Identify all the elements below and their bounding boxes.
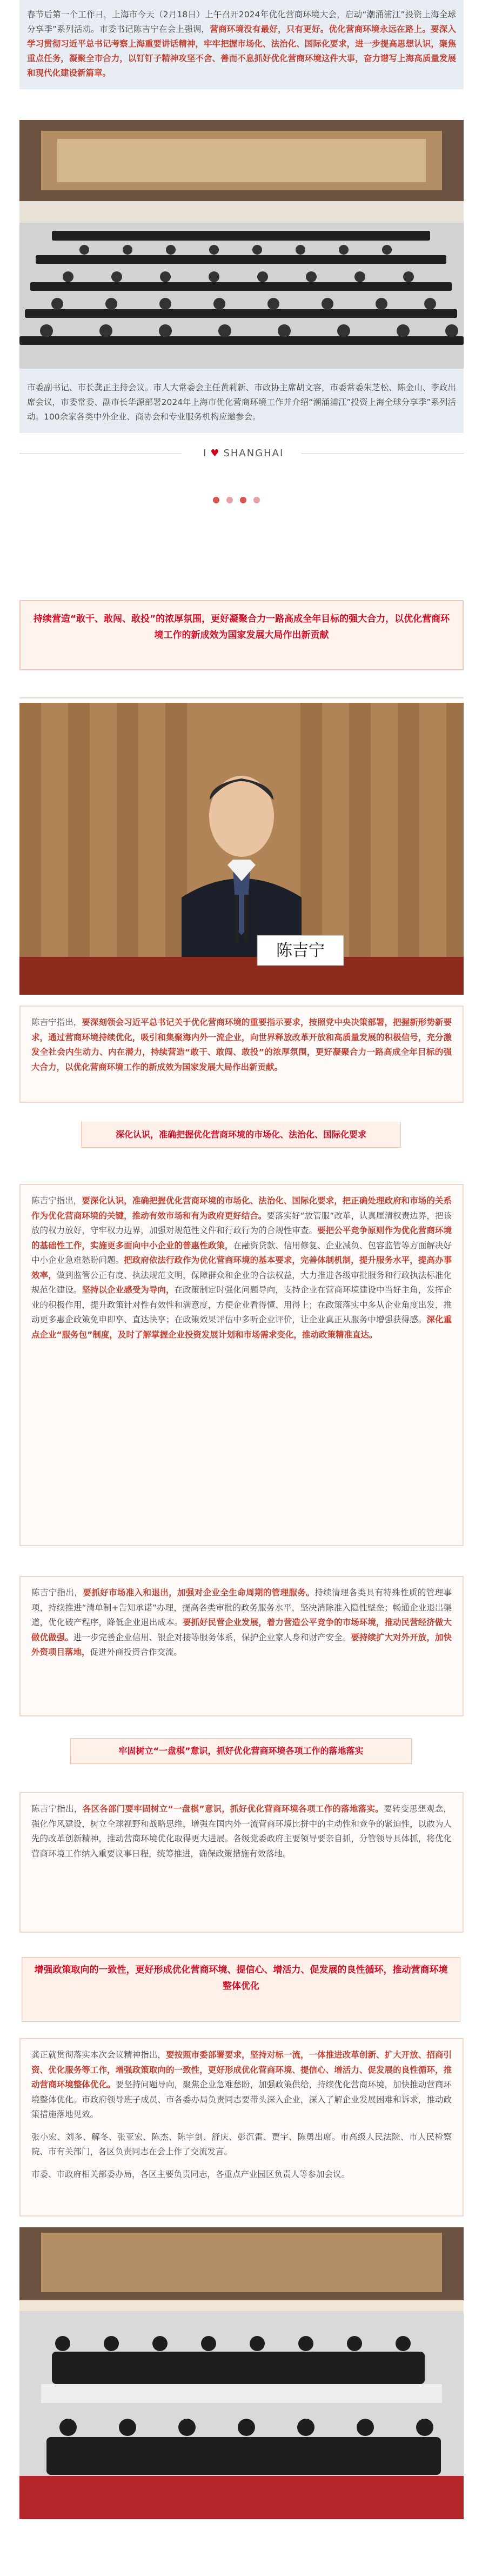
paragraph-text: 要坚持问题导向，聚焦企业急难愁盼，加强政策供给，持续优化营商环境，加快推动营商环境整体优化。市政府领导班子成员、市各委办局负责同志要带头深入企业，深入了解企业发展困难和诉求，推动政策措施落地见效。 [31, 2080, 452, 2119]
callout-text: 持续营造“敢干、敢闯、敢投”的浓厚氛围，更好凝聚合力一路高成全年目标的强大合力，以优化营商环境工作的新成效为国家发展大局作出新贡献 [33, 614, 450, 641]
nameplate-text: 陈吉宁 [276, 941, 325, 960]
paragraph-text: 进一步完善企业信用、银企对接等服务体系，保护企业家人身和财产安全。 [73, 1632, 351, 1642]
section-paragraph-1 [19, 1006, 464, 1103]
section-heading-1: 深化认识，准确把握优化营商环境的市场化、法治化、国际化要求 [81, 1122, 401, 1148]
conference-hall-illustration [19, 120, 464, 369]
paragraph-lead: 陈吉宁指出， [31, 1588, 83, 1597]
conference-hall-photo [19, 120, 464, 369]
paragraph-highlight: 把政府依法行政作为优化营商环境的基本要求，完善体制机制，提升服务水平，提高办事效率， [31, 1255, 452, 1280]
paragraph-text: 持续清理各类具有特殊性质的管理事项，持续推进“清单制+告知承诺”办理，提高各类审批的政务服务水平，坚决消除准入隐性壁垒；畅通企业退出渠道，优化破产程序，降低企业退出成本。 [31, 1588, 452, 1627]
section-paragraph-2 [19, 1184, 464, 1546]
section-paragraph-5 [19, 2038, 464, 2216]
caption-text: 市委副书记、市长龚正主持会议。市人大常委会主任黄莉新、市政协主席胡文容，市委常委朱芝松、陈金山、李政出席会议，市委常委、副市长华源部署2024年上海市优化营商环境工作并介绍“潮涌浦江”投资上海全球分享季”系列活动。100余家各类中外企业、商协会和专业服务机构应邀参会。 [27, 383, 456, 422]
paragraph-text: 促进外商投资合作交流。 [90, 1647, 183, 1657]
paragraph-highlight: 要抓好民营企业发展，着力营造公平竞争的市场环境，推动民营经济做大做优做强。 [31, 1618, 452, 1642]
intro-text: 春节后第一个工作日，上海市今天（2月18日）上午召开2024年优化营商环境大会，启动“潮涌浦江”投资上海全球分享季”系列活动。市委书记陈吉宁在会上强调， [27, 10, 456, 34]
section-paragraph-4 [19, 1792, 464, 1933]
speaker-photo [19, 703, 464, 995]
intro-highlight: 营商环境没有最好，只有更好。优化营商环境永远在路上。要深入学习贯彻习近平总书记考察上海重要讲话精神，牢牢把握市场化、法治化、国际化要求，进一步提高思想认识，聚焦重点任务，凝聚全市合力，以钉钉子精神攻坚不舍、善而不息抓好优化营商环境这件大事，奋力谱写上海高质量发展和现代化建设新篇章。 [27, 24, 456, 78]
section-rule [19, 697, 464, 698]
section-paragraph-3 [19, 1576, 464, 1716]
paragraph-text: 要转变思想观念，强化作风建设，树立全球视野和战略思维，增强在国内外一流营商环境比拼中的主动性和竞争的紧迫性，以敢为人先的改革创新精神，推动营商环境优化取得更大进展。各级党委政府主要领导要亲自抓，分管领导具体抓，将优化营商环境工作纳入重要议事日程，统筹推进，确保政策措施有效落地。 [31, 1804, 452, 1859]
paragraph-lead: 陈吉宁指出， [31, 1804, 83, 1814]
paragraph-highlight: 深化重点企业“服务包”制度，及时了解掌握企业投资发展计划和市场需求变化，推动政策精准直达。 [31, 1315, 452, 1340]
intro-paragraph [19, 0, 464, 89]
paragraph-highlight: 要持续扩大对外开放，加快外资项目落地， [31, 1632, 452, 1657]
paragraph-lead: 龚正就贯彻落实本次会议精神指出， [31, 2050, 166, 2060]
meeting-room-photo [19, 2227, 464, 2519]
divider-mark: I ♥ SHANGHAI [203, 448, 284, 459]
paragraph-highlight: 各区各部门要牢固树立“一盘棋”意识，抓好优化营商环境各项工作的落地落实。 [82, 1804, 384, 1814]
paragraph-lead: 陈吉宁指出， [31, 1196, 82, 1206]
highlight-callout [19, 600, 464, 670]
section-heading-2: 牢固树立“一盘棋”意识，抓好优化营商环境各项工作的落地落实 [70, 1738, 412, 1764]
heart-icon: ♥ [210, 448, 220, 459]
photo-caption [19, 369, 464, 433]
participant-note: 市委、市政府相关部委办局，各区主要负责同志，各重点产业园区负责人等参加会议。 [31, 2169, 350, 2179]
shanghai-divider [19, 443, 464, 465]
attendee-list: 张小宏、刘多、解冬、张亚宏、陈杰、陈宇剑、舒庆、彭沉雷、贾宇、陈勇出席。市高级人民法院、市人民检察院、市有关部门，各区负责同志在会上作了交流发言。 [31, 2132, 452, 2156]
paragraph-highlight: 要按照市委部署要求，坚持对标一流，一体推进改革创新、扩大开放、招商引资、优化服务等工作，增强政策取向的一致性，更好形成优化营商环境、提信心、增活力、促发展的良性循环，推动营商环境整体优化。 [31, 2050, 452, 2089]
paragraph-highlight: 要把公平竞争原则作为优化营商环境的基础性工作，实施更多面向中小企业的普惠性政策， [31, 1226, 452, 1250]
paragraph-text: 要落实好“放管服”改革，认真厘清权责边界，把该放的权力放好，守牢权力边界，加强对规范性文件和行政行为的合规性审查。 [31, 1210, 452, 1235]
paragraph-highlight: 要深化认识，准确把握优化营商环境的市场化、法治化、国际化要求，把正确处理政府和市场的关系作为优化营商环境的关键，推动有效市场和有为政府更好结合。 [31, 1196, 452, 1221]
paragraph-highlight: 要抓好市场准入和退出，加强对企业全生命周期的管理服务。 [83, 1588, 315, 1597]
paragraph-highlight: 坚持以企业感受为导向， [82, 1285, 175, 1295]
meeting-room-illustration [19, 2227, 464, 2519]
paragraph-highlight: 要深刻领会习近平总书记关于优化营商环境的重要指示要求，按照党中央决策部署，把握新形势新要求，通过营商环境持续优化，吸引和集聚海内外一流企业，向世界释放改革开放和高质量发展的积极信号，充分激发全社会内生动力、内在潜力，持续营造“敢干、敢闯、敢投”的浓厚氛围，更好凝聚合力一路高成全年目标的强大合力，以优化营商环境工作的新成效为国家发展大局作出新贡献。 [31, 1017, 452, 1072]
paragraph-text: 在融资贷款、信用修复、企业减负、包容监管等方面解决好中小企业急难愁盼问题。 [31, 1240, 452, 1265]
paragraph-text: 在政策制定时强化问题导向，支持企业在营商环境建设中当好主角，发挥企业的积极作用，提升政策针对性有效性和满意度，方便企业看得懂、用得上；在政策落实中多从企业角度出发，推动更多惠企政策免申即享、直达快享；在政策效果评估中多听企业评价，让企业真正从服务中增强获得感。 [31, 1285, 452, 1324]
section-heading-3: 增强政策取向的一致性，更好形成优化营商环境、提信心、增活力、促发展的良性循环，推动营商环境整体优化 [22, 1957, 460, 2022]
paragraph-lead: 陈吉宁指出， [31, 1017, 82, 1027]
decorative-dots-icon [205, 487, 276, 514]
divider-brand: SHANGHAI [223, 448, 284, 459]
paragraph-text: 做到监管公正有度、执法规范文明，保障群众和企业的合法权益，大力推进各级审批服务和行政执法标准化规范化建设。 [31, 1270, 452, 1295]
speaker-illustration [19, 703, 464, 995]
